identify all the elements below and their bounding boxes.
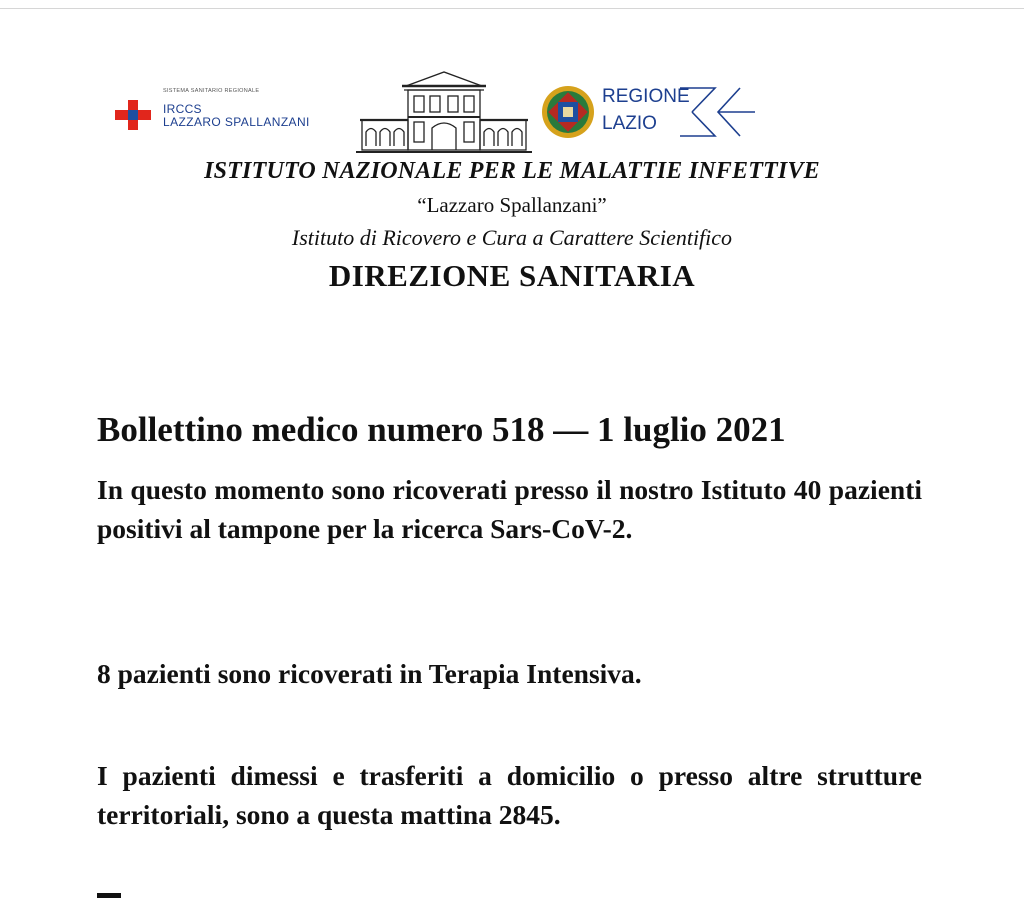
cut-off-text-fragment [97,893,121,898]
paragraph-intensive-care: 8 pazienti sono ricoverati in Terapia Intensiva. [97,658,642,689]
paragraph-hospitalized: In questo momento sono ricoverati presso il nostro Istituto 40 pazienti positivi al tampone per la ricerca Sars-CoV-2. [97,474,922,544]
logo-line-irccs: IRCCS [163,102,202,116]
top-divider [0,8,1024,9]
institute-name: ISTITUTO NAZIONALE PER LE MALATTIE INFETTIVE [204,158,820,184]
lazio-label: LAZIO [602,113,657,134]
paragraph-discharged: I pazienti dimessi e trasferiti a domicilio o presso altre strutture territoriali, sono a questa mattina 2845. [97,760,922,830]
regione-lines-icon [680,82,755,142]
regione-lazio-logo [540,82,755,142]
direction-title: DIREZIONE SANITARIA [328,258,696,293]
institute-type: Istituto di Ricovero e Cura a Carattere Scientifico [291,225,733,250]
institute-building-icon [356,70,532,154]
irccs-spallanzani-logo [113,88,343,134]
bulletin-title: Bollettino medico numero 518 — 1 luglio 2021 [97,410,786,449]
red-cross-icon [115,100,151,130]
regione-label: REGIONE [602,86,690,107]
institute-subname: “Lazzaro Spallanzani” [417,193,607,217]
regione-lazio-emblem-icon [540,84,596,140]
logo-small-text: SISTEMA SANITARIO REGIONALE [163,88,260,94]
logo-line-name: LAZZARO SPALLANZANI [163,115,310,129]
